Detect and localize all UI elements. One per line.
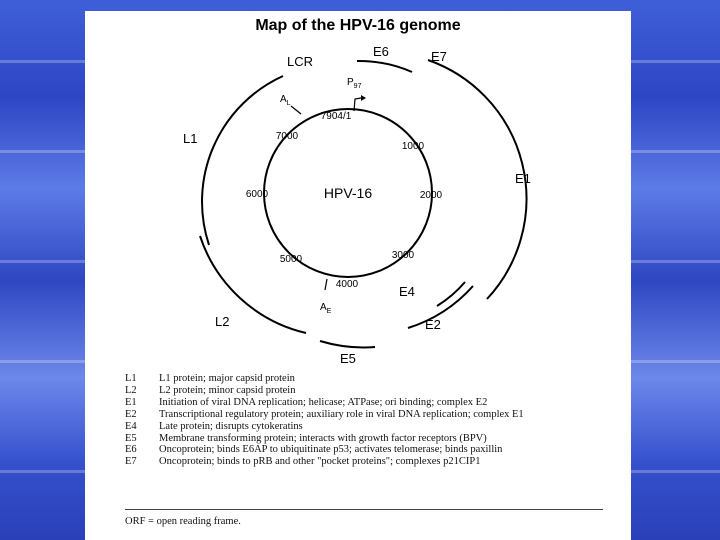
position-5000: 5000 xyxy=(279,254,303,265)
orf-arc-e6 xyxy=(357,61,412,72)
legend-desc: Oncoprotein; binds E6AP to ubiquitinate p53; activates telomerase; binds paxillin xyxy=(159,444,503,456)
gene-label-lcr: LCR xyxy=(287,54,314,69)
al-marker xyxy=(291,106,301,114)
legend-code: E1 xyxy=(125,396,137,408)
legend-desc: Oncoprotein; binds to pRB and other "pocket proteins"; complexes p21CIP1 xyxy=(159,456,481,468)
gene-label-e1: E1 xyxy=(515,171,531,186)
orf-arc-e4 xyxy=(437,282,465,306)
slide xyxy=(85,11,631,540)
genome-map xyxy=(85,11,631,371)
legend-desc: L2 protein; minor capsid protein xyxy=(159,384,296,396)
legend-row xyxy=(125,409,605,421)
legend-row xyxy=(125,456,605,468)
legend-row xyxy=(125,421,605,433)
gene-label-e6: E6 xyxy=(373,44,389,59)
position-7000: 7000 xyxy=(275,131,299,142)
position-7904: 7904/1 xyxy=(320,111,352,122)
position-1000: 1000 xyxy=(401,141,425,152)
legend-row xyxy=(125,433,605,445)
promoter-label: $P_{97}$ xyxy=(347,77,362,90)
footnote-divider xyxy=(125,509,603,510)
gene-label-e7: E7 xyxy=(431,49,447,64)
legend-code: L1 xyxy=(125,373,137,384)
position-6000: 6000 xyxy=(245,189,269,200)
legend-code: L2 xyxy=(125,384,137,396)
legend-row xyxy=(125,385,605,397)
ae-label: $A_E$ xyxy=(320,302,332,315)
gene-label-l2: L2 xyxy=(215,314,230,329)
promoter-arrowhead xyxy=(361,95,366,101)
al-label: $A_L$ xyxy=(280,94,291,107)
legend-row xyxy=(125,397,605,409)
legend-code: E2 xyxy=(125,408,137,420)
legend-code: E6 xyxy=(125,444,137,456)
legend-row xyxy=(125,373,605,385)
orf-arc-e5 xyxy=(320,341,375,347)
genome-label: HPV-16 xyxy=(323,185,373,201)
position-4000: 4000 xyxy=(335,279,359,290)
legend-desc: Membrane transforming protein; interacts with growth factor receptors (BPV) xyxy=(159,432,487,444)
legend-code: E7 xyxy=(125,456,137,468)
gene-label-e5: E5 xyxy=(340,351,356,366)
position-3000: 3000 xyxy=(391,250,415,261)
ae-marker xyxy=(325,279,327,290)
footnote: ORF = open reading frame. xyxy=(125,516,241,527)
position-2000: 2000 xyxy=(419,190,443,201)
gene-label-l1: L1 xyxy=(183,131,198,146)
slide-title: Map of the HPV-16 genome xyxy=(255,17,461,34)
gene-label-e2: E2 xyxy=(425,317,441,332)
legend-desc: Late protein; disrupts cytokeratins xyxy=(159,420,303,432)
legend-desc: Transcriptional regulatory protein; auxiliary role in viral DNA replication; complex E1 xyxy=(159,408,524,420)
orf-arc-e7-e1 xyxy=(428,60,526,299)
legend-row xyxy=(125,444,605,456)
legend-desc: L1 protein; major capsid protein xyxy=(159,373,295,384)
legend-table xyxy=(125,373,605,468)
gene-label-e4: E4 xyxy=(399,284,415,299)
legend-desc: Initiation of viral DNA replication; helicase; ATPase; ori binding; complex E2 xyxy=(159,396,488,408)
legend-code: E4 xyxy=(125,420,137,432)
legend-code: E5 xyxy=(125,432,137,444)
